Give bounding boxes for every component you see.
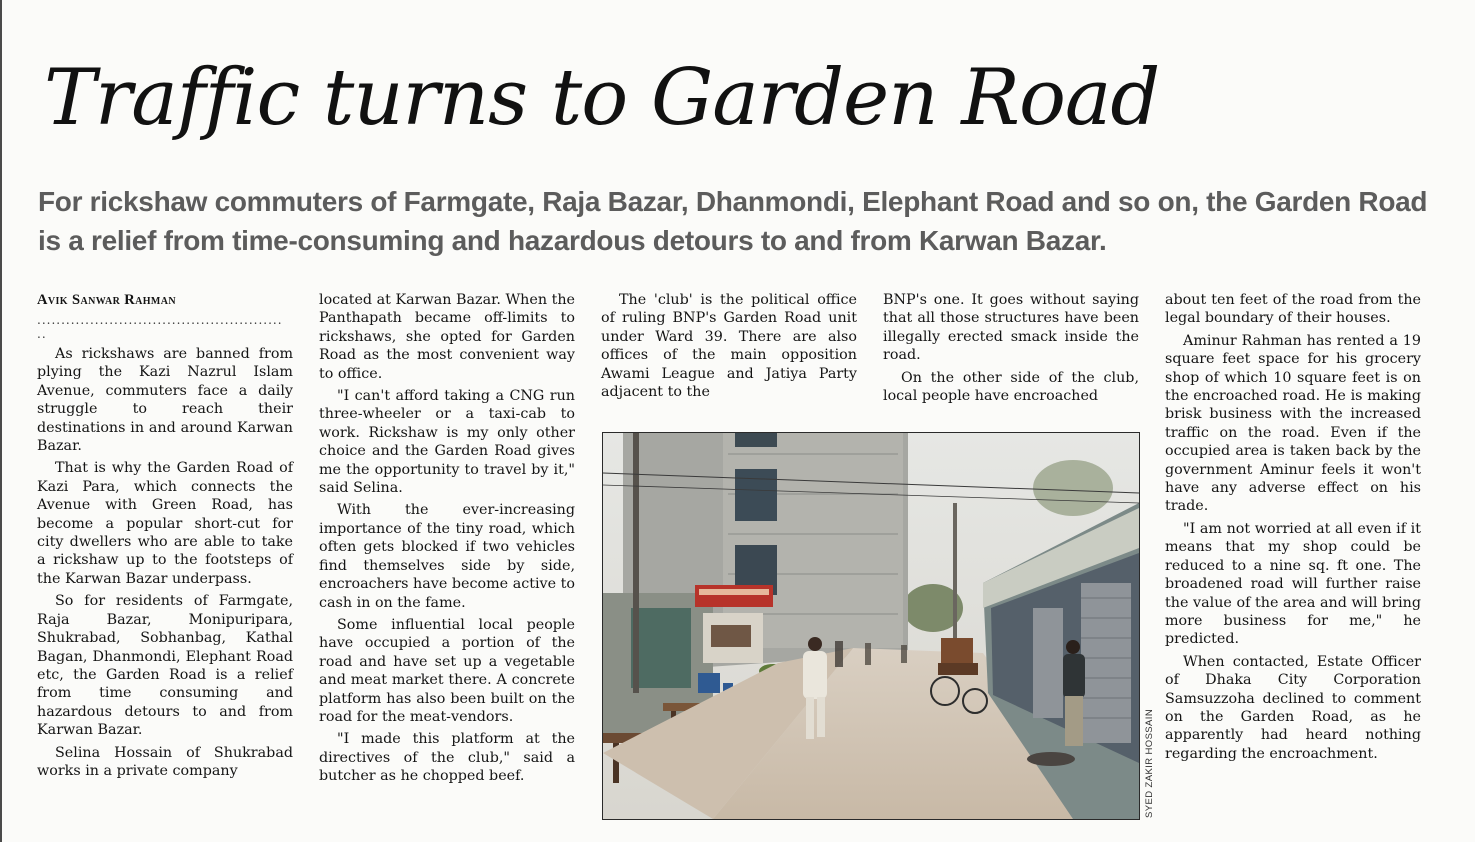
photo-credit: SYED ZAKIR HOSSAIN (1144, 708, 1155, 818)
paragraph: With the ever-increasing importance of the tiny road, which often gets blocked if two vehicles find themselves side by side, encroachers have become active to cash in on the fame. (319, 502, 575, 611)
street-photo (602, 432, 1140, 820)
deck-subheading: For rickshaw commuters of Farmgate, Raja Bazar, Dhanmondi, Elephant Road and so on, the Garden Road is a relief from time-consuming and hazardous detours to and from Karwan Bazar. (38, 186, 1428, 256)
paragraph: Selina Hossain of Shukrabad works in a private company (37, 744, 293, 779)
paragraph: When contacted, Estate Officer of Dhaka City Corporation Samsuzzoha declined to comment on the Garden Road, as he apparently had heard nothing regarding the encroachment. (1165, 653, 1421, 762)
paragraph: located at Karwan Bazar. When the Panthapath became off-limits to rickshaws, she opted for Garden Road as the most convenient way to office. (319, 292, 575, 382)
paragraph: That is why the Garden Road of Kazi Para, which connects the Avenue with Green Road, has become a popular short-cut for city dwellers who are able to take a rickshaw up to the footsteps of the Karwan Bazar underpass. (37, 460, 293, 587)
paragraph: "I can't afford taking a CNG run three-wheeler or a taxi-cab to work. Rickshaw is my only other choice and the Garden Road gives me the opportunity to travel by it," said Selina. (319, 388, 575, 497)
page-edge-rule (0, 0, 2, 842)
article-column-5 (1165, 291, 1421, 767)
article-column-1 (37, 291, 293, 784)
article-column-2 (319, 291, 575, 790)
paragraph: So for residents of Farmgate, Raja Bazar, Monipuripara, Shukrabad, Sobhanbag, Kathal Bagan, Dhanmondi, Elephant Road etc, the Garden Road is a relief from time consuming and hazardous detours to and from Karwan Bazar. (37, 593, 293, 739)
byline-name: Avik Sanwar Rahman (37, 292, 177, 308)
paragraph: As rickshaws are banned from plying the Kazi Nazrul Islam Avenue, commuters face a daily struggle to reach their destinations in and around Karwan Bazar. (37, 346, 293, 455)
article-column-3 (601, 291, 857, 405)
headline: Traffic turns to Garden Road (44, 53, 1160, 143)
paragraph: The 'club' is the political office of ruling BNP's Garden Road unit under Ward 39. There are also offices of the main opposition Awami League and Jatiya Party adjacent to the (601, 292, 857, 401)
paragraph: On the other side of the club, local people have encroached (883, 369, 1139, 405)
byline (37, 291, 293, 309)
paragraph: Some influential local people have occupied a portion of the road and have set up a vegetable and meat market there. A concrete platform has also been built on the road for the meat-vendors. (319, 616, 575, 725)
paragraph: "I made this platform at the directives of the club," said a butcher as he chopped beef. (319, 731, 575, 785)
paragraph: BNP's one. It goes without saying that all those structures have been illegally erected smack inside the road. (883, 292, 1139, 364)
separator-dots: ................................................... (37, 313, 283, 327)
paragraph: about ten feet of the road from the legal boundary of their houses. (1165, 292, 1421, 327)
paragraph: Aminur Rahman has rented a 19 square feet space for his grocery shop of which 10 square feet is on the encroached road. He is making brisk business with the increased traffic on the road. Even if the occupied area is taken back by the government Aminur feels it won't have any adverse effect on his trade. (1165, 332, 1421, 515)
byline-separator: ................................................... .. (37, 313, 283, 341)
article-column-4 (883, 291, 1139, 409)
paragraph: "I am not worried at all even if it means that my shop could be reduced to a nine sq. ft one. The broadened road will further raise the value of the area and will bring more business for me," he predicted. (1165, 520, 1421, 648)
street-scene-illustration (603, 433, 1139, 819)
